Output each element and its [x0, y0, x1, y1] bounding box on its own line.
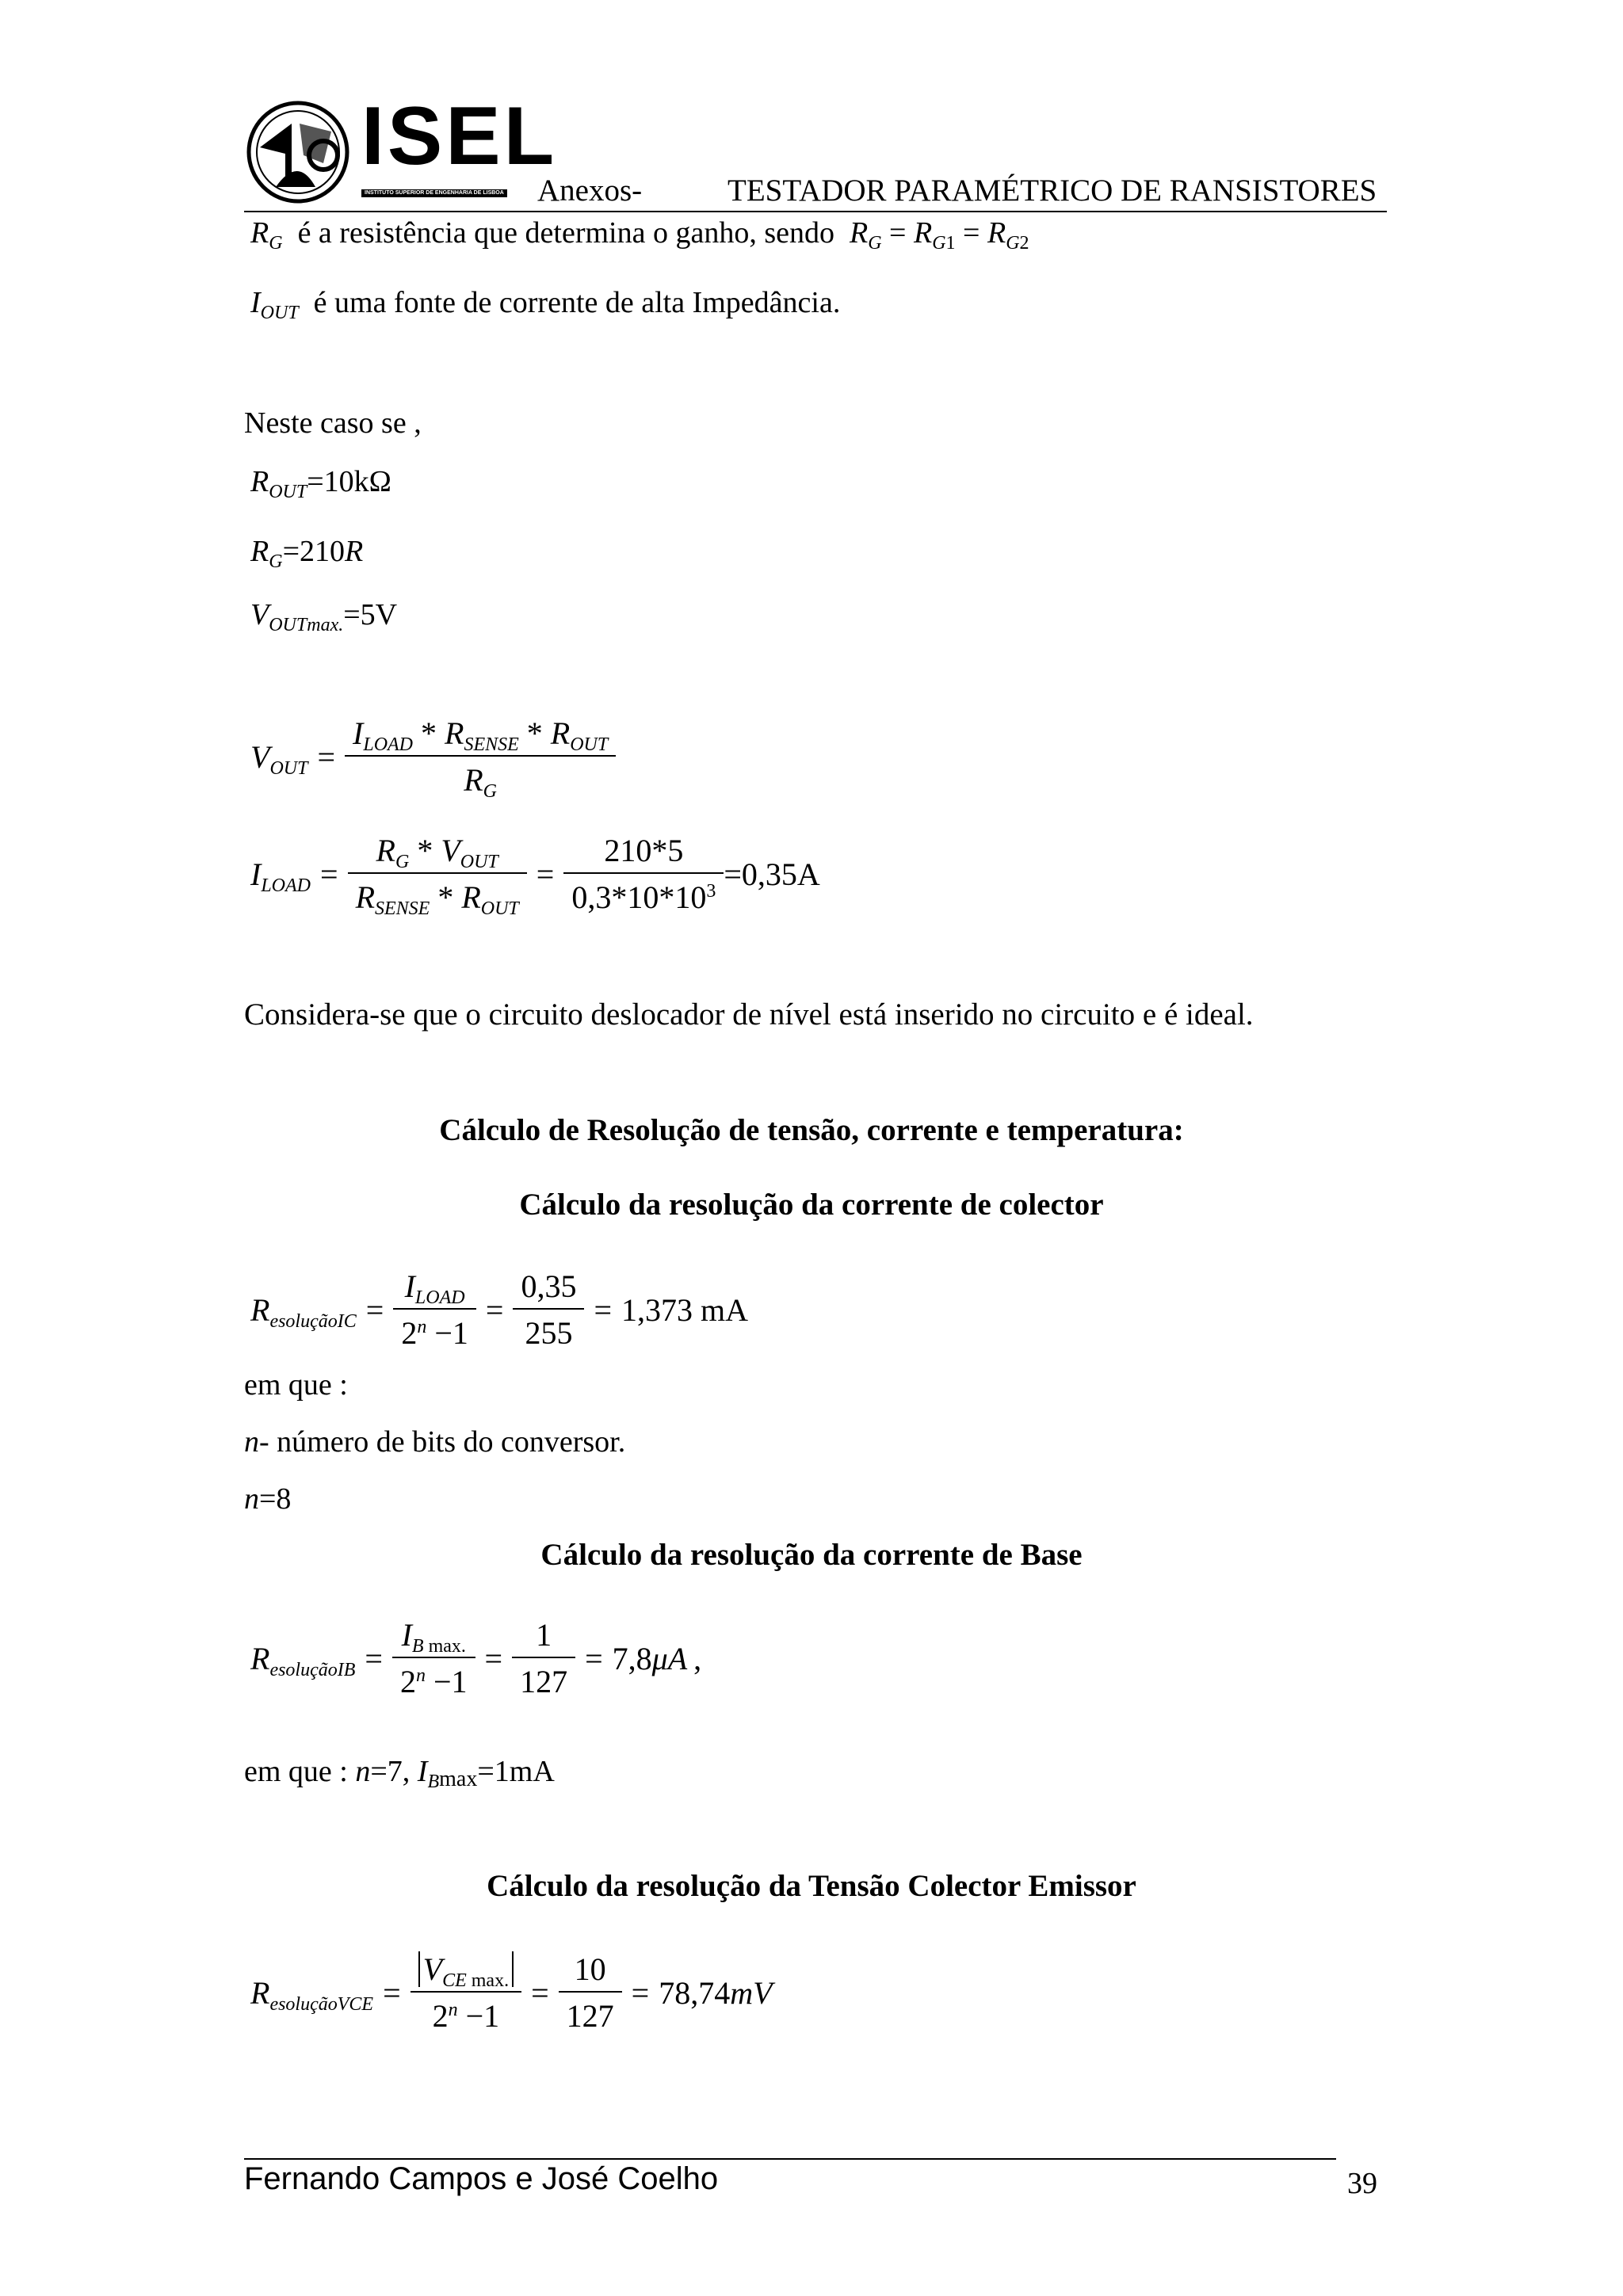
iload-symbolic-fraction: $\frac{R_G * V_{OUT}}{R_{SENSE} * R_{OUT}}$: [348, 832, 527, 916]
header-rule: [244, 211, 1387, 212]
ib-numeric-fraction: $\frac{1}{127}$: [512, 1616, 575, 1700]
rout-value: $R_{OUT}=10k\Omega$: [250, 465, 391, 502]
voutmax-value: $V_{OUTmax.}=5V$: [250, 598, 398, 635]
ib-symbolic-fraction: $\frac{I_{B max.}}{2^n -1}$: [392, 1616, 475, 1700]
vce-resolution-equation: $R_{esoluçãoVCE}$ = $\frac{V_{CE max.}}{2^n -1}$ = $\frac{10}{127}$ = 78,74 mV: [250, 1951, 773, 2034]
ib-resolution-equation: $R_{esoluçãoIB}$ = $\frac{I_{B max.}}{2^n -1}$ = $\frac{1}{127}$ = 7,8 μA ,: [250, 1617, 702, 1699]
iout-definition: $I_{OUT}$ é uma fonte de corrente de alta Impedância.: [250, 286, 841, 323]
page-number: 39: [1347, 2167, 1377, 2200]
header-section: Anexos-: [537, 174, 643, 208]
iload-equation: $I_{LOAD}$ = $\frac{R_G * V_{OUT}}{R_{SENSE} * R_{OUT}}$ = $\frac{210*5}{0,3*10*10^3}$ =0,35A: [250, 833, 820, 919]
ic-n-value: n=8: [244, 1482, 292, 1516]
vce-result-unit: mV: [730, 1974, 773, 2011]
vce-symbolic-fraction: $\frac{V_{CE max.}}{2^n -1}$: [411, 1951, 521, 2035]
main-heading: Cálculo de Resolução de tensão, corrente e temperatura:: [439, 1113, 1184, 1147]
vce-heading: Cálculo da resolução da Tensão Colector Emissor: [487, 1869, 1136, 1903]
vout-equation: $V_{OUT}$ = $\frac{I_{LOAD} * R_{SENSE} * R_{OUT}}{R_G}$: [250, 715, 616, 799]
header-doc-title: TESTADOR PARAMÉTRICO DE RANSISTORES: [727, 174, 1377, 208]
level-shifter-note: Considera-se que o circuito deslocador de nível está inserido no circuito e é ideal.: [244, 997, 1254, 1032]
isel-emblem-icon: [244, 100, 355, 209]
ic-heading: Cálculo da resolução da corrente de colector: [519, 1188, 1104, 1222]
ic-n-definition: n- número de bits do conversor.: [244, 1425, 626, 1459]
ic-numeric-fraction: $\frac{0,35}{255}$: [513, 1268, 584, 1352]
vce-result: 78,74: [659, 1974, 731, 2011]
logo-text: ISEL: [361, 90, 558, 182]
ib-result-unit: μA: [651, 1640, 688, 1676]
ib-where: em que : n=7, $I_{Bmax}=1mA$: [244, 1755, 555, 1792]
ic-symbolic-fraction: $\frac{I_{LOAD}}{2^n -1}$: [393, 1268, 476, 1352]
ic-where: em que :: [244, 1368, 348, 1402]
logo-subtext: INSTITUTO SUPERIOR DE ENGENHARIA DE LISBOA: [361, 189, 507, 197]
rg-definition: $R_G$ é a resistência que determina o ganho, sendo $R_G = R_{G1} = R_{G2}$: [250, 216, 1029, 254]
ib-result: 7,8: [612, 1640, 652, 1676]
case-intro: Neste caso se ,: [244, 406, 422, 440]
vce-numeric-fraction: $\frac{10}{127}$: [559, 1951, 622, 2035]
iload-numeric-fraction: $\frac{210*5}{0,3*10*10^3}$: [563, 832, 724, 916]
ic-resolution-equation: $R_{esoluçãoIC}$ = $\frac{I_{LOAD}}{2^n -1}$ = $\frac{0,35}{255}$ = 1,373 mA: [250, 1268, 748, 1351]
footer-authors: Fernando Campos e José Coelho: [244, 2161, 719, 2196]
ib-heading: Cálculo da resolução da corrente de Base: [540, 1538, 1083, 1572]
rg-value: $R_G=210R$: [250, 535, 364, 572]
vout-fraction: $\frac{I_{LOAD} * R_{SENSE} * R_{OUT}}{R_G}$: [345, 715, 616, 799]
ic-result: 1,373 mA: [621, 1291, 748, 1328]
iload-result: =0,35A: [724, 856, 820, 892]
footer-rule: [244, 2158, 1336, 2160]
isel-logo: [244, 90, 558, 209]
